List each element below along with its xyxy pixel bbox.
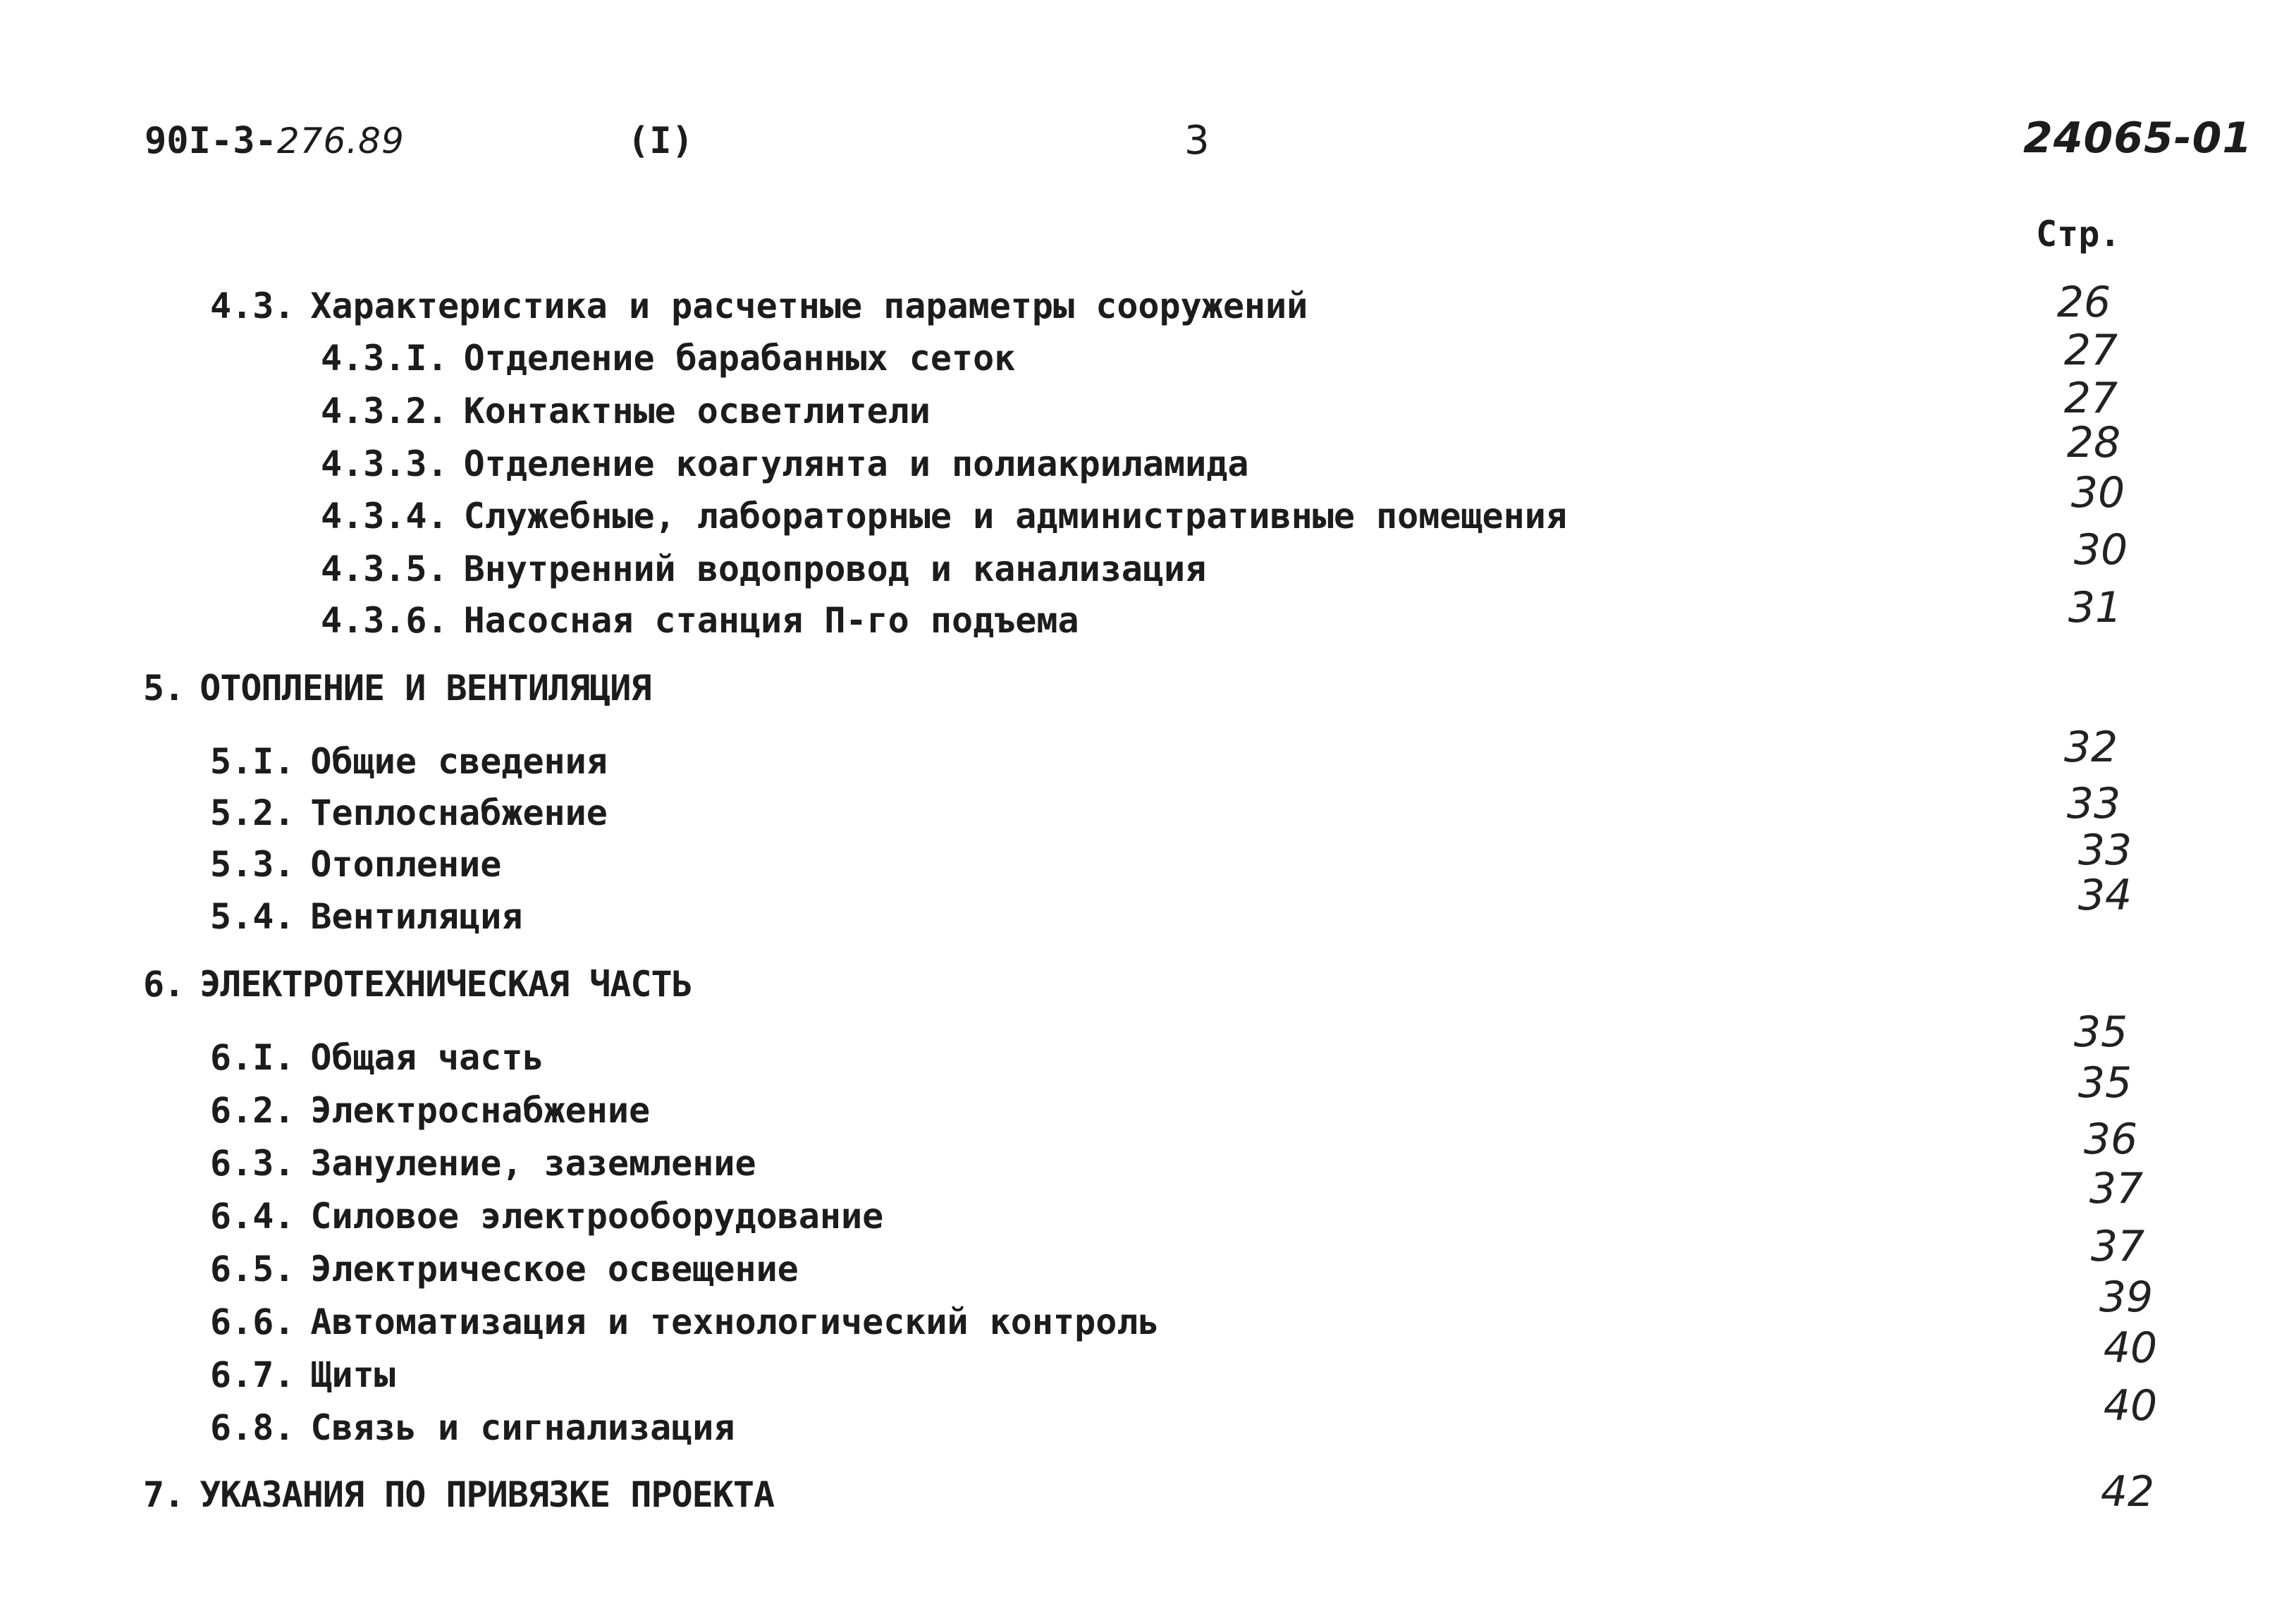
toc-entry-number: 6.6. (210, 1302, 295, 1342)
toc-entry-number: 4.3.4. (321, 496, 448, 537)
toc-entry-number: 6.3. (210, 1143, 295, 1184)
toc-page-number: 26 (2056, 278, 2111, 327)
toc-entry (210, 1089, 650, 1132)
toc-page-number: 32 (2063, 723, 2118, 772)
inventory-stamp: 24065-01 (2023, 114, 2253, 163)
toc-entry (210, 792, 608, 834)
toc-entry-title: Вентиляция (310, 896, 523, 937)
toc-page-number: 30 (2070, 468, 2125, 517)
toc-page-number: 30 (2073, 525, 2128, 575)
page-number: 3 (1184, 118, 1210, 164)
toc-entry-title: УКАЗАНИЯ ПО ПРИВЯЗКЕ ПРОЕКТА (199, 1474, 775, 1515)
toc-entry-title: Характеристика и расчетные параметры сооружений (310, 286, 1308, 326)
toc-entry (210, 1036, 544, 1079)
toc-entry-number: 5.2. (210, 792, 295, 833)
toc-entry-number: 6.2. (210, 1090, 295, 1131)
toc-entry (210, 1407, 735, 1449)
toc-entry-title: Общая часть (310, 1037, 544, 1078)
toc-page-number: 40 (2103, 1323, 2158, 1373)
toc-section-heading (143, 963, 692, 1005)
toc-page-number: 35 (2077, 1058, 2132, 1108)
toc-entry-title: Щиты (310, 1354, 395, 1395)
toc-entry-title: Связь и сигнализация (310, 1407, 735, 1448)
page-column-label: Стр. (2036, 214, 2121, 255)
document-part: (I) (627, 120, 694, 162)
toc-entry-title: Электроснабжение (310, 1090, 651, 1131)
toc-entry-title: Насосная станция П-го подъема (463, 600, 1079, 641)
toc-page-number: 40 (2103, 1381, 2158, 1431)
toc-page-number: 39 (2099, 1273, 2154, 1322)
toc-entry-title: Отделение барабанных сеток (463, 338, 1016, 379)
toc-entry (321, 390, 931, 432)
toc-entry-title: Отделение коагулянта и полиакриламида (463, 443, 1249, 484)
document-code-handwritten: 276.89 (276, 121, 405, 161)
toc-page-number: 34 (2077, 871, 2132, 920)
toc-page-number: 42 (2100, 1467, 2155, 1517)
toc-entry-title: Электрическое освещение (310, 1249, 799, 1290)
toc-entry-number: 5.3. (210, 844, 295, 885)
toc-entry-title: Автоматизация и технологический контроль (310, 1302, 1160, 1342)
toc-entry-title: Теплоснабжение (310, 792, 608, 833)
toc-entry-number: 4.3.I. (321, 338, 448, 379)
toc-entry-number: 7. (143, 1474, 185, 1515)
toc-entry-number: 6.4. (210, 1196, 295, 1237)
toc-entry (210, 1248, 799, 1290)
toc-page-number: 27 (2063, 326, 2118, 375)
toc-entry-title: Контактные осветлители (463, 391, 931, 431)
document-code (145, 120, 405, 162)
toc-entry (210, 285, 1308, 327)
toc-entry-title: Зануление, заземление (310, 1143, 756, 1184)
toc-entry-number: 6.7. (210, 1354, 295, 1395)
toc-page-number: 36 (2083, 1115, 2138, 1164)
toc-page-number: 31 (2068, 583, 2123, 632)
toc-entry-title: Силовое электрооборудование (310, 1196, 884, 1237)
toc-entry-number: 5.4. (210, 896, 295, 937)
toc-page-number: 33 (2066, 779, 2121, 828)
toc-entry-title: Служебные, лабораторные и административные помещения (463, 496, 1567, 537)
toc-entry-number: 5. (143, 668, 185, 709)
toc-entry (321, 495, 1567, 537)
toc-page-number: 37 (2090, 1222, 2145, 1271)
toc-entry-number: 5.I. (210, 741, 295, 782)
toc-entry-number: 4.3. (210, 286, 295, 326)
toc-entry-number: 4.3.5. (321, 549, 448, 589)
toc-entry (321, 443, 1248, 485)
toc-page-number: 37 (2089, 1164, 2144, 1213)
toc-entry (321, 599, 1079, 642)
toc-page-number: 28 (2066, 418, 2121, 467)
toc-entry-number: 4.3.6. (321, 600, 448, 641)
toc-entry-title: ЭЛЕКТРОТЕХНИЧЕСКАЯ ЧАСТЬ (199, 964, 692, 1005)
toc-section-heading (143, 667, 651, 709)
document-code-prefix: 90I-3- (145, 120, 277, 162)
toc-entry (210, 740, 608, 783)
toc-entry-title: Внутренний водопровод и канализация (463, 549, 1207, 589)
toc-entry (321, 548, 1206, 590)
toc-entry-title: Отопление (310, 844, 502, 885)
toc-entry-number: 6. (143, 964, 185, 1005)
toc-page-number: 33 (2077, 826, 2132, 875)
toc-entry-title: Общие сведения (310, 741, 608, 782)
toc-entry (210, 843, 501, 886)
toc-entry-number: 6.I. (210, 1037, 295, 1078)
toc-entry-number: 4.3.2. (321, 391, 448, 431)
toc-entry (210, 1195, 883, 1237)
toc-entry (210, 1301, 1160, 1343)
toc-entry (321, 337, 1015, 379)
toc-entry-number: 4.3.3. (321, 443, 448, 484)
toc-page-number: 27 (2063, 374, 2118, 423)
toc-entry-number: 6.8. (210, 1407, 295, 1448)
toc-entry-number: 6.5. (210, 1249, 295, 1290)
toc-entry (210, 895, 522, 938)
toc-entry (210, 1354, 395, 1396)
toc-entry-title: ОТОПЛЕНИЕ И ВЕНТИЛЯЦИЯ (199, 668, 651, 709)
toc-page-number: 35 (2073, 1008, 2128, 1057)
toc-section-heading (143, 1474, 774, 1516)
toc-entry (210, 1142, 756, 1184)
